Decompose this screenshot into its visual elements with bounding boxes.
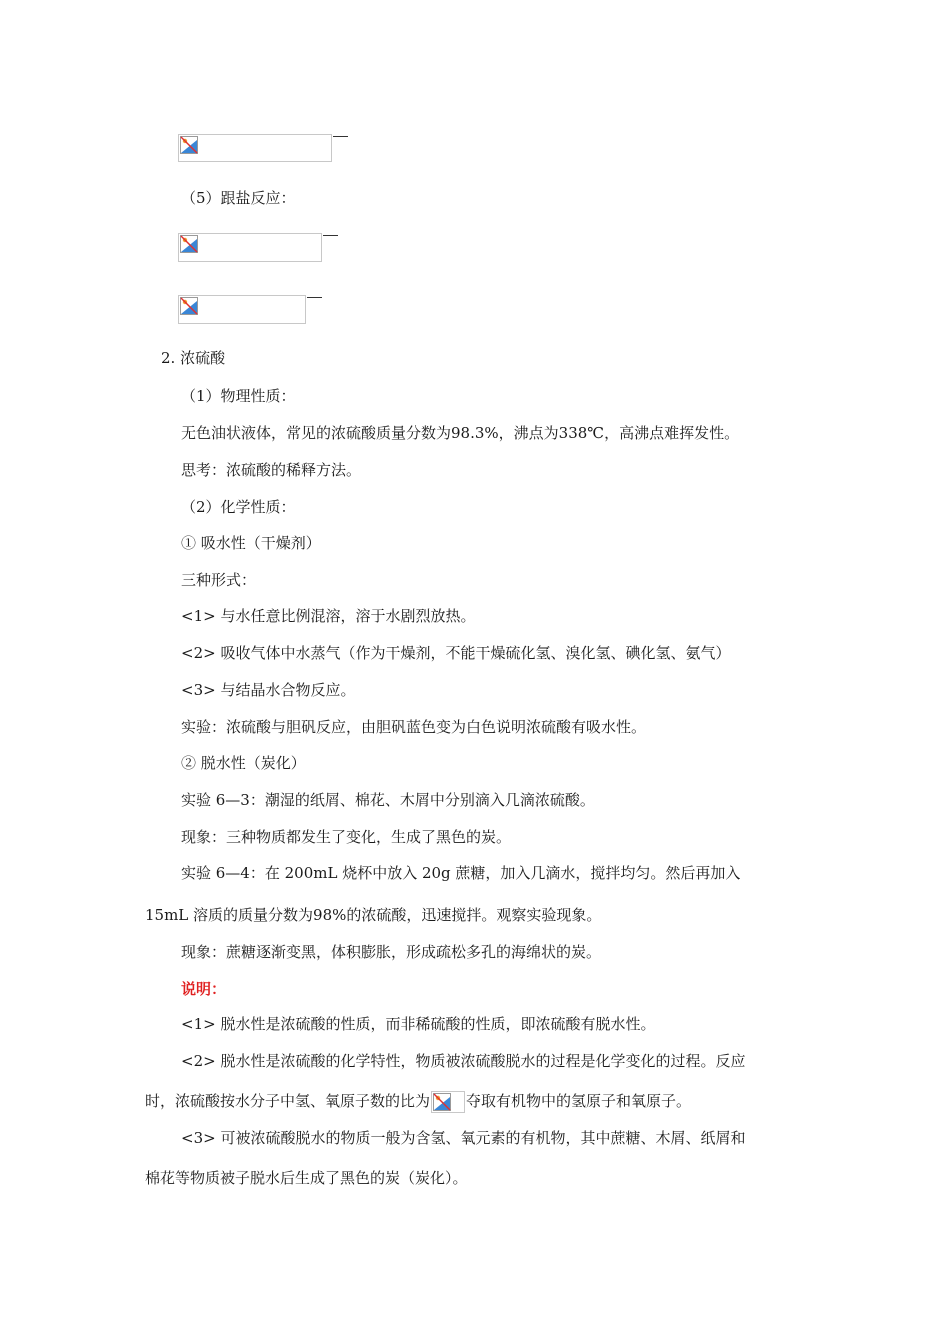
salt-reaction-heading: （5）跟盐反应： [181,189,296,207]
experiment-6-4-text: 实验 6—4：在 200mL 烧杯中放入 20g 蔗糖，加入几滴水，搅拌均匀。然后再加入 [181,864,741,882]
physical-properties-heading: （1）物理性质： [181,387,296,405]
three-forms-label: 三种形式： [181,571,257,589]
ratio-image [431,1091,465,1113]
dehydration-heading: ② 脱水性（炭化） [181,754,306,772]
note-text-after-image: 夺取有机物中的氢原子和氧原子。 [466,1092,692,1110]
section-heading: 2. 浓硫酸 [161,349,226,367]
equation-image [178,295,306,324]
experiment-6-3-text: 实验 6—3：潮湿的纸屑、棉花、木屑中分别滴入几滴浓硫酸。 [181,791,595,809]
chemical-properties-heading: （2）化学性质： [181,498,296,516]
form-item: <2> 吸收气体中水蒸气（作为干燥剂，不能干燥硫化氢、溴化氢、碘化氢、氨气） [181,644,731,662]
phenomenon-text: 现象：三种物质都发生了变化，生成了黑色的炭。 [181,828,512,846]
dash-mark [323,235,338,236]
equation-image [178,233,322,262]
note-heading: 说明： [181,980,227,998]
broken-image-icon [433,1093,451,1111]
form-item: <3> 与结晶水合物反应。 [181,681,356,699]
dash-mark [307,297,322,298]
dash-mark [333,136,348,137]
think-text: 思考：浓硫酸的稀释方法。 [181,461,362,479]
note-item: <2> 脱水性是浓硫酸的化学特性，物质被浓硫酸脱水的过程是化学变化的过程。反应 [181,1052,746,1070]
absorption-heading: ① 吸水性（干燥剂） [181,534,321,552]
note-item: <1> 脱水性是浓硫酸的性质，而非稀硫酸的性质，即浓硫酸有脱水性。 [181,1015,656,1033]
note-item: <3> 可被浓硫酸脱水的物质一般为含氢、氧元素的有机物，其中蔗糖、木屑、纸屑和 [181,1129,746,1147]
equation-image [178,134,332,162]
broken-image-icon [180,235,198,253]
note-text-before-image: 时，浓硫酸按水分子中氢、氧原子数的比为 [145,1092,431,1110]
broken-image-icon [180,136,198,154]
experiment-6-4-text-cont: 15mL 溶质的质量分数为98%的浓硫酸，迅速搅拌。观察实验现象。 [145,906,602,924]
experiment-text: 实验：浓硫酸与胆矾反应，由胆矾蓝色变为白色说明浓硫酸有吸水性。 [181,718,647,736]
physical-properties-text: 无色油状液体，常见的浓硫酸质量分数为98.3%，沸点为338℃，高沸点难挥发性。 [181,424,740,442]
form-item: <1> 与水任意比例混溶，溶于水剧烈放热。 [181,607,476,625]
note-item-cont: 棉花等物质被子脱水后生成了黑色的炭（炭化）。 [145,1169,468,1187]
broken-image-icon [180,297,198,315]
phenomenon-text: 现象：蔗糖逐渐变黑，体积膨胀，形成疏松多孔的海绵状的炭。 [181,943,602,961]
note-item-cont [145,1091,691,1113]
